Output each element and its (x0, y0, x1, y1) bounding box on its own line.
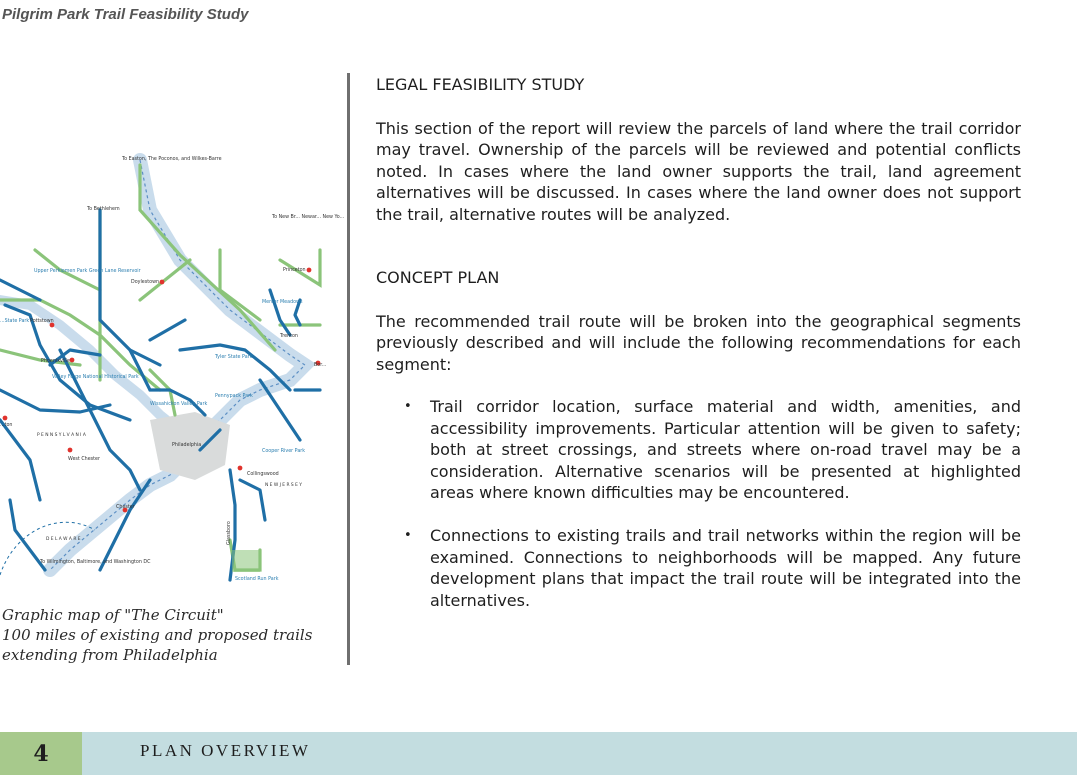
list-item (376, 525, 1021, 611)
map-label-scotland-run: Scotland Run Park (235, 577, 279, 582)
map-label-mercer: Mercer Meadows (262, 300, 303, 305)
section-body-concept-plan: The recommended trail route will be broken into the geographical segments previously described and will include the following recommendations for each segment: (376, 311, 1021, 374)
map-label-pennypack: Pennypack Park (215, 394, 253, 399)
map-label-new-jersey: N E W J E R S E Y (265, 483, 302, 488)
bullet-icon: • (404, 399, 412, 414)
map-label-pennsylvania: P E N N S Y L V A N I A (37, 433, 86, 438)
map-label-valley-forge: Valley Forge National Historical Park (52, 375, 139, 380)
map-label-chester: Chester (116, 505, 135, 510)
map-label-delaware: D E L A W A R E (46, 537, 81, 542)
scotland-run-park-area (232, 550, 260, 572)
main-content (376, 74, 1021, 633)
map-label-wissahickon: Wissahickon Valley Park (150, 402, 208, 407)
map-label-ton: ...ton (0, 423, 13, 428)
map-label-state-park-left: ...State Park (0, 319, 30, 324)
map-label-cooper: Cooper River Park (262, 449, 306, 454)
map-label-philadelphia: Philadelphia (172, 443, 202, 448)
bullet-text: Connections to existing trails and trail networks within the region will be examined. Connections to neighborhoods will be mapped. Any future development plans that impact the trail route will be integrated into the alternatives. (430, 526, 1021, 610)
bullet-text: Trail corridor location, surface material and width, amenities, and accessibility improvements. Particular attention will be given to safety; both at street crossings, and streets where on-road travel may be a consideration. Alternative scenarios will be presented at highlighted areas where known difficulties may be encountered. (430, 397, 1021, 502)
map-label-bor: Bor... (314, 363, 327, 368)
map-label-easton: To Easton, The Poconos, and Wilkes-Barre (122, 157, 222, 162)
caption-line-2: 100 miles of existing and proposed trails (2, 626, 313, 644)
map-label-glassboro: Glassboro (227, 521, 232, 545)
concept-plan-bullets (376, 396, 1021, 611)
map-label-wilmington: To Wilmington, Baltimore, and Washington DC (40, 560, 151, 565)
section-title-legal-feasibility: LEGAL FEASIBILITY STUDY (376, 75, 585, 94)
map-label-trenton: Trenton (280, 334, 298, 339)
page-number-box (0, 732, 82, 775)
delaware-river (50, 160, 305, 570)
section-title-concept-plan: CONCEPT PLAN (376, 268, 500, 287)
map-label-pottstown: Pottstown (30, 319, 54, 324)
map-label-doylestown: Doylestown (131, 280, 160, 285)
circuit-trail-map (0, 150, 345, 590)
map-label-collingswood: Collingswood (247, 472, 279, 477)
section-body-legal-feasibility: This section of the report will review the parcels of land where the trail corridor may travel. Ownership of the parcels will be reviewed and potential conflicts noted. In cases where the land owner supports the trail, land agreement alternatives will be discussed. In cases where the land owner does not support the trail, alternative routes will be analyzed. (376, 118, 1021, 224)
map-label-phoenixville: Phoenixville (41, 359, 70, 364)
footer-section-name: PLAN OVERVIEW (140, 741, 311, 760)
map-caption (2, 605, 332, 665)
map-label-tyler: Tyler State Park (215, 355, 253, 360)
map-label-perkiomen: Upper Perkiomen Park Green Lane Reservoir (34, 269, 141, 274)
caption-line-3: extending from Philadelphia (2, 646, 218, 664)
page-footer (0, 732, 1077, 775)
document-header-title: Pilgrim Park Trail Feasibility Study (2, 6, 249, 23)
list-item (376, 396, 1021, 504)
river-centerline (50, 160, 305, 570)
map-label-princeton: Princeton (283, 268, 306, 273)
map-label-bethlehem: To Bethlehem (87, 207, 120, 212)
existing-trails (0, 210, 320, 580)
bullet-icon: • (404, 528, 412, 543)
column-divider (347, 73, 350, 665)
page-number: 4 (33, 740, 49, 767)
map-label-new-brunswick: To New Br... Newar... New Yo... (272, 215, 345, 220)
caption-line-1: Graphic map of "The Circuit" (2, 606, 224, 624)
map-label-west-chester: West Chester (68, 457, 100, 462)
